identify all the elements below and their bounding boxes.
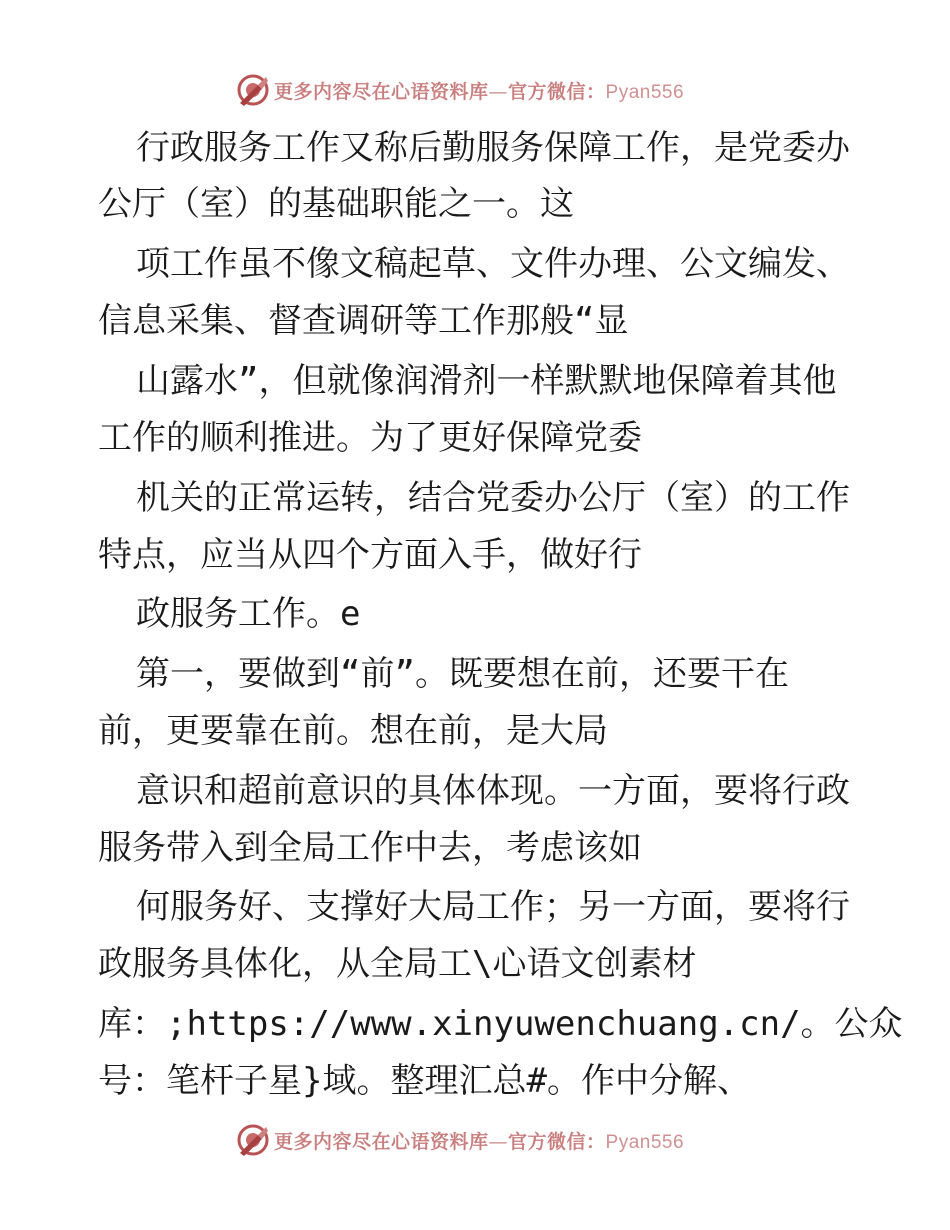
text-line: 工作的顺利推进。为了更好保障党委 — [98, 418, 642, 458]
text-line: 意识和超前意识的具体体现。一方面，要将行政 — [136, 771, 850, 811]
text-line: 特点，应当从四个方面入手，做好行 — [98, 535, 642, 575]
text-line: 山露水”，但就像润滑剂一样默默地保障着其他 — [136, 361, 837, 401]
footer-brand: 更多内容尽在心语资料库 — [274, 1130, 489, 1153]
text-line: 公厅（室）的基础职能之一。这 — [98, 184, 574, 224]
header-brand: 更多内容尽在心语资料库 — [274, 80, 489, 103]
header-banner — [236, 73, 684, 107]
text-line: 行政服务工作又称后勤服务保障工作，是党委办 — [136, 128, 850, 168]
footer-contact-label: 官方微信： — [508, 1130, 606, 1153]
text-line: 信息采集、督查调研等工作那般“显 — [98, 301, 629, 341]
text-line: 第一，要做到“前”。既要想在前，还要干在 — [136, 654, 789, 694]
text-line: 政服务具体化，从全局工\心语文创素材 — [98, 944, 697, 984]
header-text — [274, 77, 684, 104]
header-separator: — — [488, 80, 509, 103]
text-line: 号：笔杆子星}域。整理汇总#。作中分解、 — [98, 1061, 751, 1101]
footer-contact-id: Pyan556 — [605, 1131, 685, 1153]
text-line: 前，更要靠在前。想在前，是大局 — [98, 711, 608, 751]
header-contact-label: 官方微信： — [508, 80, 606, 103]
footer-text — [274, 1127, 684, 1154]
text-line: 何服务好、支撑好大局工作；另一方面，要将行 — [136, 887, 850, 927]
footer-separator: — — [488, 1130, 509, 1153]
text-line: 项工作虽不像文稿起草、文件办理、公文编发、 — [136, 244, 850, 284]
header-contact-id: Pyan556 — [605, 81, 685, 103]
footer-banner — [236, 1123, 684, 1157]
text-line: 机关的正常运转，结合党委办公厅（室）的工作 — [136, 478, 850, 518]
text-line: 服务带入到全局工作中去，考虑该如 — [98, 828, 642, 868]
brand-logo-icon — [236, 73, 270, 107]
text-line: 库：;https://www.xinyuwenchuang.cn/。公众 — [98, 1004, 903, 1044]
brand-logo-icon — [236, 1123, 270, 1157]
text-line: 政服务工作。e — [136, 594, 361, 634]
